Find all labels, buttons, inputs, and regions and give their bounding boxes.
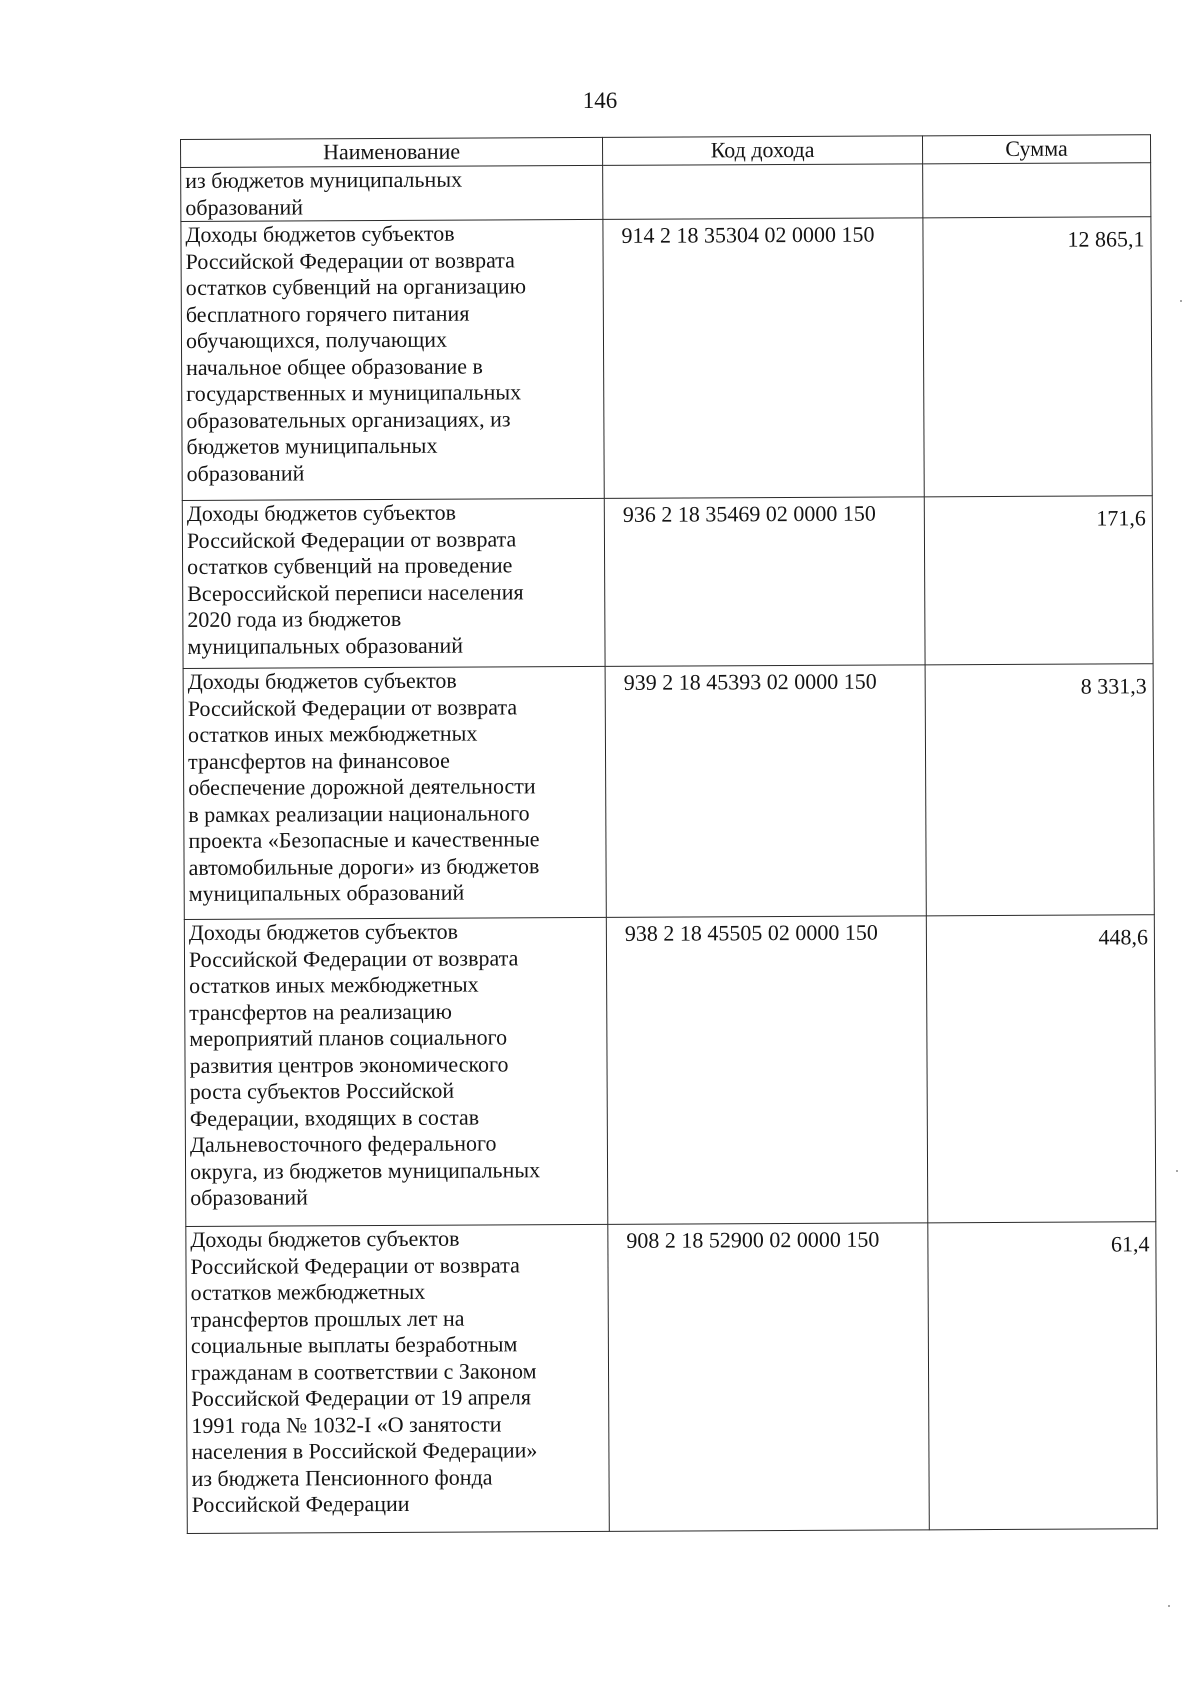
- row-code: 939 2 18 45393 02 0000 150: [605, 665, 926, 918]
- row-sum: 12 865,1: [923, 217, 1152, 497]
- row-name: [183, 666, 606, 919]
- row-name-text: Доходы бюджетов субъектов Российской Федерации от возврата остатков иных межбюджетных трансфертов на финансовое обеспечение дорожной деятельности в рамках реализации национального проекта «Безопасные и качественные автомобильные дороги» из бюджетов муниципальных образований: [187, 667, 540, 906]
- income-table: [180, 134, 1158, 1534]
- table-row: [181, 217, 1152, 501]
- row-name-text: Доходы бюджетов субъектов Российской Федерации от возврата остатков субвенций на проведение Всероссийской переписи населения 2020 года из бюджетов муниципальных образований: [186, 499, 524, 659]
- scan-speck: [1180, 300, 1182, 302]
- table-row: [181, 163, 1151, 222]
- header-code: Код дохода: [602, 136, 922, 166]
- row-code: 936 2 18 35469 02 0000 150: [604, 497, 925, 667]
- table-row: [184, 915, 1155, 1227]
- table-row: [183, 664, 1154, 920]
- table-row: [182, 496, 1153, 669]
- row-name: [181, 219, 604, 500]
- row-name-text: Доходы бюджетов субъектов Российской Федерации от возврата остатков иных межбюджетных трансфертов на реализацию мероприятий планов социального развития центров экономического роста субъектов Российской Федерации, входящих в состав Дальневосточного федерального округа, из бюджетов муниципальных образований: [188, 918, 541, 1210]
- row-name: [186, 1224, 609, 1533]
- row-sum: 61,4: [928, 1222, 1157, 1530]
- row-code: [603, 164, 923, 220]
- scan-speck: [1176, 1170, 1178, 1172]
- row-name: [181, 165, 603, 221]
- scan-speck: [1168, 1605, 1170, 1607]
- row-sum: 8 331,3: [925, 664, 1154, 916]
- row-name: [184, 917, 607, 1226]
- row-name-text: Доходы бюджетов субъектов Российской Федерации от возврата остатков межбюджетных трансфертов прошлых лет на социальные выплаты безработным гражданам в соответствии с Законом Российской Федерации от 19 апреля 1991 года № 1032-I «О занятости населения в Российской Федерации» из бюджета Пенсионного фонда Российской Федерации: [190, 1225, 538, 1517]
- row-code: 908 2 18 52900 02 0000 150: [608, 1223, 929, 1532]
- row-name: [182, 498, 605, 668]
- header-name: Наименование: [181, 137, 603, 167]
- page-number: 146: [582, 88, 618, 113]
- row-code: 938 2 18 45505 02 0000 150: [606, 916, 927, 1225]
- row-code: 914 2 18 35304 02 0000 150: [603, 218, 924, 499]
- row-sum: 448,6: [926, 915, 1155, 1223]
- header-sum: Сумма: [922, 135, 1150, 164]
- row-sum: [923, 163, 1151, 218]
- row-name-text: Доходы бюджетов субъектов Российской Федерации от возврата остатков субвенций на организацию бесплатного горячего питания обучающихся, получающих начальное общее образование в государственных и муниципальных образовательных организациях, из бюджетов муниципальных образований: [185, 220, 527, 486]
- table-row: [186, 1222, 1157, 1534]
- row-sum: 171,6: [924, 496, 1153, 665]
- row-name-text: из бюджетов муниципальных образований: [185, 166, 463, 220]
